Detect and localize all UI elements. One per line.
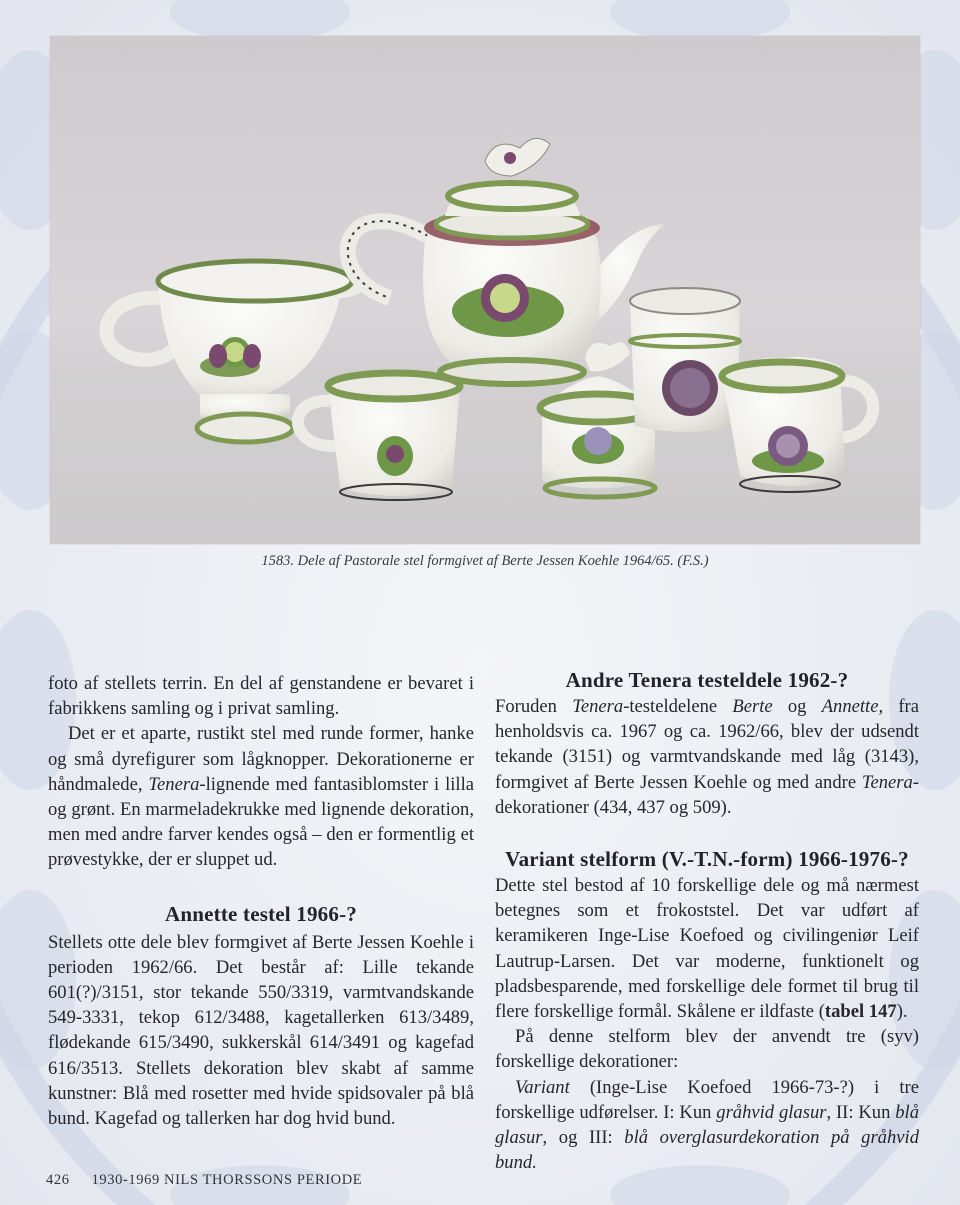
paragraph: Foruden Tenera-testeldelene Berte og Annette, fra henholdsvis ca. 1967 og ca. 1962/66, blev der udsendt tekande (3151) og varmtvandskande med låg (3143), formgivet af Berte Jessen Koehle og med andre Tenera-dekorationer (434, 437 og 509). xyxy=(495,696,919,818)
tea-set-illustration xyxy=(50,36,920,544)
text-column-right xyxy=(495,667,919,1175)
text-column-left xyxy=(48,671,474,1131)
paragraph: Det er et aparte, rustikt stel med runde former, hanke og små dyrefigurer som lågknopper. Dekorationerne er håndmalede, Tenera-lignende med fantasiblomster i lilla og grønt. En marmeladekrukke med lignende dekoration, men med andre farver kendes også – den er formentlig et prøvestykke, der er sluppet ud. xyxy=(48,723,475,871)
section-heading-tenera: Andre Tenera testeldele 1962-? xyxy=(565,668,849,692)
paragraph: Dette stel bestod af 10 forskellige dele og må nærmest betegnes som et frokoststel. Det var udført af keramikeren Inge-Lise Koefoed og civilingeniør Leif Lautrup-Larsen. Det var moderne, funktionelt og pladsbesparende, med forskellige dele formet til brug til flere forskellige formål. Skålene er ildfaste (tabel 147). xyxy=(495,875,919,1023)
page-footer xyxy=(46,1172,362,1189)
paragraph: Variant (Inge-Lise Koefoed 1966-73-?) i tre forskellige udførelser. I: Kun gråhvid glasur, II: Kun blå glasur, og III: blå overglasurdekoration på gråhvid bund. xyxy=(495,1076,919,1174)
photo-caption: 1583. Dele af Pastorale stel formgivet af Berte Jessen Koehle 1964/65. (F.S.) xyxy=(261,553,709,569)
running-header: 1930-1969 NILS THORSSONS PERIODE xyxy=(91,1172,363,1188)
section-heading-variant: Variant stelform (V.-T.N.-form) 1966-1976-? xyxy=(505,847,909,872)
paragraph: Stellets otte dele blev formgivet af Berte Jessen Koehle i perioden 1962/66. Det består af: Lille tekande 601(?)/3151, stor tekande 550/3319, varmtvandskande 549-3331, tekop 612/3488, kagetallerken 613/3489, flødekande 615/3490, sukkerskål 614/3491 og kagefad 616/3513. Stellets dekoration blev skabt af samme kunstner: Blå med rosetter med hvide spidsovaler på blå bund. Kagefad og tallerken har dog hvid bund. xyxy=(48,931,474,1130)
product-photo xyxy=(50,36,920,544)
paragraph: foto af stellets terrin. En del af genstandene er bevaret i fabrikkens samling og i privat samling. xyxy=(48,673,474,720)
page-number: 426 xyxy=(46,1172,70,1188)
paragraph: På denne stelform blev der anvendt tre (syv) forskellige dekorationer: xyxy=(495,1026,919,1073)
section-heading-annette: Annette testel 1966-? xyxy=(165,901,357,926)
marmalade-jar xyxy=(630,288,740,432)
